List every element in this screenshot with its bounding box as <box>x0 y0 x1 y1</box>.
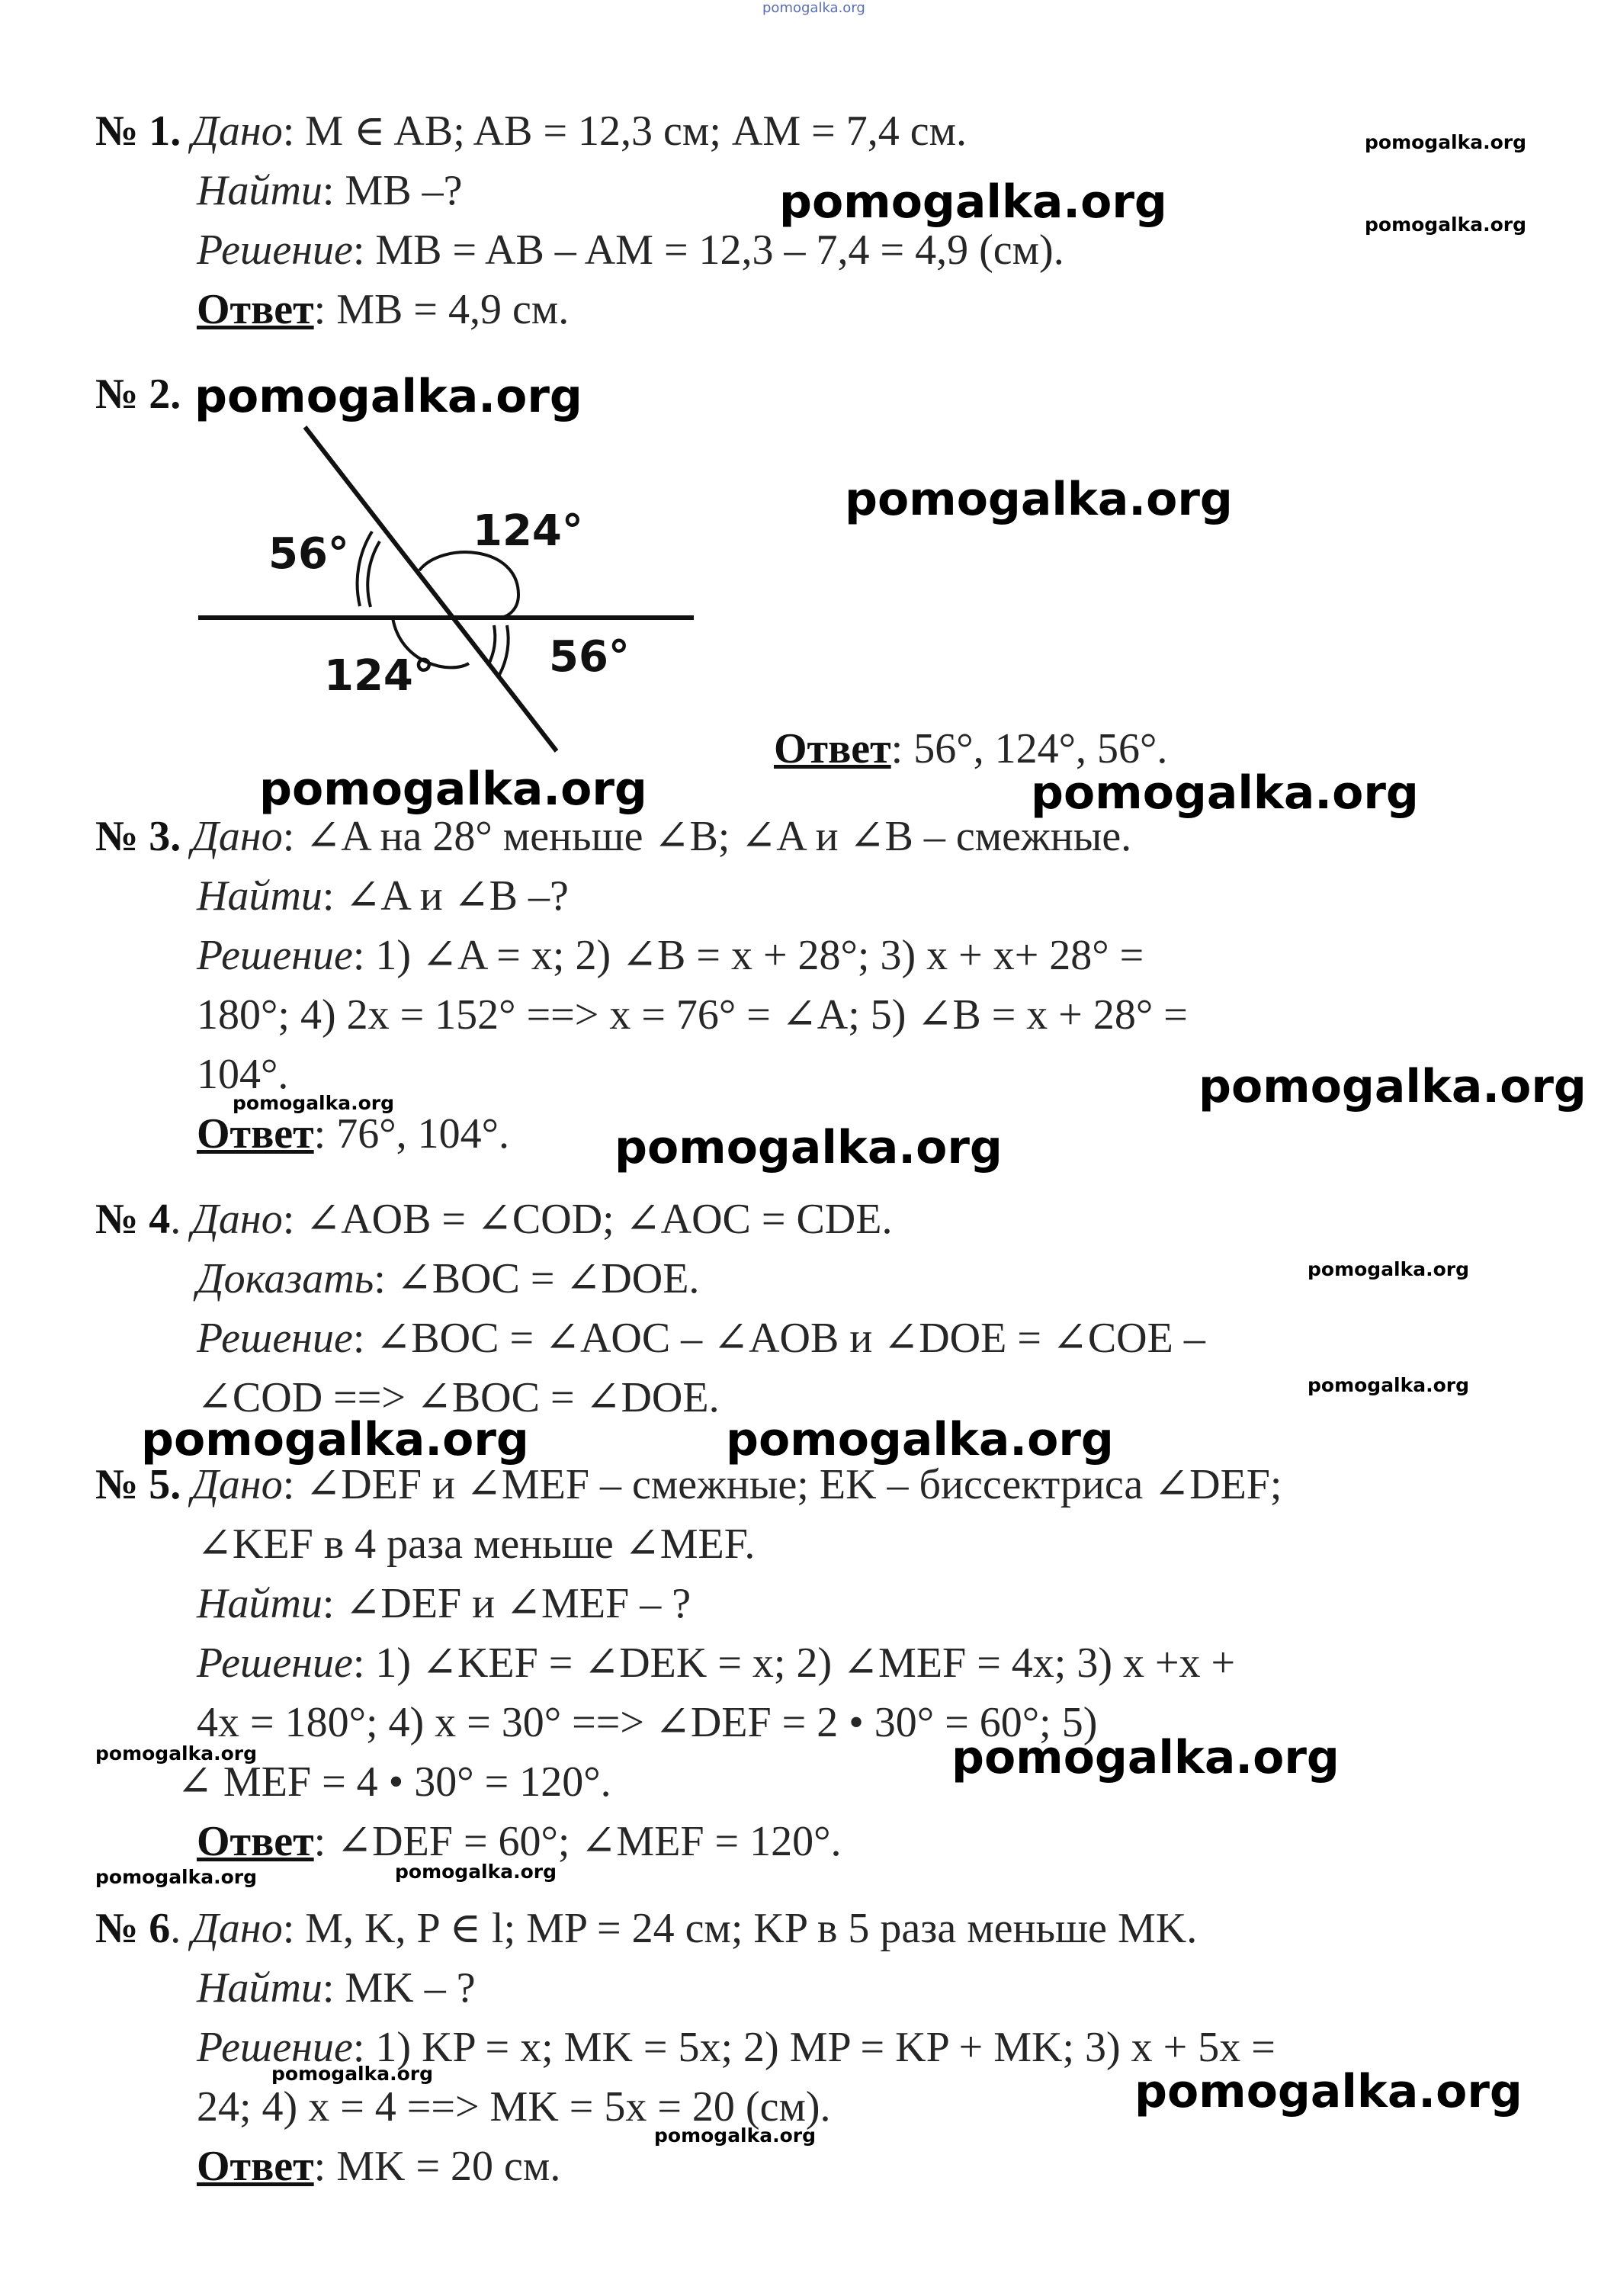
p3-answer: 76°, 104°. <box>326 1110 510 1158</box>
p1-find-line: Найти: MB –? <box>197 167 463 214</box>
p4-prove: ∠BOC = ∠DOE. <box>385 1255 700 1302</box>
watermark: pomogalka.org <box>779 175 1167 229</box>
p5-answer-line: Ответ: ∠DEF = 60°; ∠MEF = 120°. <box>197 1818 842 1865</box>
arc-top-right <box>419 552 518 618</box>
label-dano: Дано <box>191 1196 283 1243</box>
label-otvet: Ответ <box>774 725 891 772</box>
problem-number: № 2. <box>95 371 181 418</box>
problem-number: № 6 <box>95 1905 171 1952</box>
watermark: pomogalka.org <box>95 1742 258 1765</box>
problem-number: № 4 <box>95 1196 171 1243</box>
label-otvet: Ответ <box>197 2143 314 2190</box>
watermark: pomogalka.org <box>141 1413 529 1466</box>
watermark: pomogalka.org <box>654 2124 817 2147</box>
p1-solution-line: Решение: MB = AB – AM = 12,3 – 7,4 = 4,9 (см). <box>197 226 1064 274</box>
p5-given-line-1: № 5. Дано: ∠DEF и ∠MEF – смежные; EK – биссектриса ∠DEF; <box>95 1461 1282 1508</box>
watermark: pomogalka.org <box>1134 2065 1523 2118</box>
watermark: pomogalka.org <box>1365 214 1527 236</box>
label-dano: Дано <box>191 108 283 155</box>
p3-solution-line-2: 180°; 4) 2x = 152° ==> x = 76° = ∠A; 5) ∠B = x + 28° = <box>197 991 1188 1039</box>
p6-answer-line: Ответ: MK = 20 см. <box>197 2143 561 2190</box>
p1-answer: MB = 4,9 см. <box>326 286 570 333</box>
p5-find: ∠DEF и ∠MEF – ? <box>334 1580 691 1627</box>
watermark: pomogalka.org <box>1308 1374 1470 1396</box>
watermark: pomogalka.org <box>614 1121 1003 1174</box>
label-otvet: Ответ <box>197 1110 314 1158</box>
problem-number: № 3. <box>95 813 181 860</box>
label-nayti: Найти <box>197 1580 322 1627</box>
p2-answer: 56°, 124°, 56°. <box>903 725 1168 772</box>
p4-given: ∠AOB = ∠COD; ∠AOC = CDE. <box>294 1196 893 1243</box>
p2-answer-line: Ответ: 56°, 124°, 56°. <box>774 725 1168 772</box>
p5-solution-line-3: ∠ MEF = 4 • 30° = 120°. <box>177 1758 611 1806</box>
label-nayti: Найти <box>197 872 322 920</box>
p5-given-1: ∠DEF и ∠MEF – смежные; EK – биссектриса ∠DEF; <box>294 1461 1282 1508</box>
angle-label-bottom-right: 56° <box>549 632 630 682</box>
watermark: pomogalka.org <box>845 473 1233 526</box>
angles-figure <box>198 412 701 763</box>
p3-solution-1: 1) ∠A = x; 2) ∠B = x + 28°; 3) x + x+ 28° = <box>364 932 1144 979</box>
watermark: pomogalka.org <box>233 1092 395 1114</box>
label-reshenie: Решение <box>197 2024 353 2071</box>
p6-find-line: Найти: MK – ? <box>197 1964 476 2012</box>
p6-solution-1: 1) KP = x; MK = 5x; 2) MP = KP + MK; 3) x + 5x = <box>364 2024 1275 2071</box>
p3-find-line: Найти: ∠A и ∠B –? <box>197 872 569 920</box>
label-nayti: Найти <box>197 1964 322 2012</box>
watermark: pomogalka.org <box>1031 766 1419 820</box>
label-nayti: Найти <box>197 167 322 214</box>
watermark: pomogalka.org <box>951 1731 1340 1784</box>
label-otvet: Ответ <box>197 286 314 333</box>
p4-given-line: № 4. Дано: ∠AOB = ∠COD; ∠AOC = CDE. <box>95 1196 893 1243</box>
watermark: pomogalka.org <box>1198 1060 1587 1113</box>
watermark: pomogalka.org <box>726 1413 1114 1466</box>
p4-solution-line-2: ∠COD ==> ∠BOC = ∠DOE. <box>197 1374 720 1421</box>
p5-solution-line-1: Решение: 1) ∠KEF = ∠DEK = x; 2) ∠MEF = 4x; 3) x +x + <box>197 1639 1236 1687</box>
watermark: pomogalka.org <box>271 2063 434 2085</box>
p3-solution-line-3: 104°. <box>197 1051 289 1098</box>
problem-number: № 5. <box>95 1461 181 1508</box>
p3-solution-line-1: Решение: 1) ∠A = x; 2) ∠B = x + 28°; 3) x + x+ 28° = <box>197 932 1144 979</box>
p5-solution-1: 1) ∠KEF = ∠DEK = x; 2) ∠MEF = 4x; 3) x +x + <box>364 1639 1236 1687</box>
label-otvet: Ответ <box>197 1818 314 1865</box>
p5-given-line-2: ∠KEF в 4 раза меньше ∠MEF. <box>197 1520 756 1568</box>
label-reshenie: Решение <box>197 1315 353 1362</box>
p4-prove-line: Доказать: ∠BOC = ∠DOE. <box>197 1255 700 1302</box>
angle-label-top-left: 56° <box>268 529 349 579</box>
watermark: pomogalka.org <box>1365 131 1527 153</box>
watermark: pomogalka.org <box>194 370 582 423</box>
problem-number: № 1. <box>95 108 181 155</box>
label-reshenie: Решение <box>197 1639 353 1687</box>
arc-bottom-right-inner <box>488 625 495 666</box>
label-dokazat: Доказать <box>197 1255 374 1302</box>
top-watermark: pomogalka.org <box>762 0 865 16</box>
p1-given: M ∈ AB; AB = 12,3 см; AM = 7,4 см. <box>294 108 967 155</box>
angle-label-bottom-left: 124° <box>324 651 435 701</box>
p6-given-line: № 6. Дано: M, K, P ∈ l; MP = 24 см; KP в 5 раза меньше MK. <box>95 1905 1198 1952</box>
label-dano: Дано <box>191 1905 283 1952</box>
p2-number-line <box>95 370 181 419</box>
watermark: pomogalka.org <box>259 763 647 816</box>
p1-solution: MB = AB – AM = 12,3 – 7,4 = 4,9 (см). <box>364 226 1064 274</box>
watermark: pomogalka.org <box>395 1861 557 1883</box>
p4-solution-line-1: Решение: ∠BOC = ∠AOC – ∠AOB и ∠DOE = ∠COE – <box>197 1315 1205 1362</box>
watermark: pomogalka.org <box>95 1866 258 1888</box>
p3-given: ∠A на 28° меньше ∠B; ∠A и ∠B – смежные. <box>294 813 1132 860</box>
watermark: pomogalka.org <box>1308 1258 1470 1280</box>
p3-find: ∠A и ∠B –? <box>334 872 569 920</box>
p6-solution-line-2: 24; 4) x = 4 ==> MK = 5x = 20 (см). <box>197 2083 831 2131</box>
p4-solution-1: ∠BOC = ∠AOC – ∠AOB и ∠DOE = ∠COE – <box>364 1315 1205 1362</box>
label-dano: Дано <box>191 1461 283 1508</box>
p3-answer-line: Ответ: 76°, 104°. <box>197 1110 510 1158</box>
label-reshenie: Решение <box>197 932 353 979</box>
p5-find-line: Найти: ∠DEF и ∠MEF – ? <box>197 1580 691 1627</box>
p3-given-line: № 3. Дано: ∠A на 28° меньше ∠B; ∠A и ∠B – смежные. <box>95 813 1132 860</box>
p1-find: MB –? <box>334 167 463 214</box>
p6-solution-line-1: Решение: 1) KP = x; MK = 5x; 2) MP = KP + MK; 3) x + 5x = <box>197 2024 1275 2071</box>
arc-bottom-right-outer <box>499 625 509 675</box>
p6-given: M, K, P ∈ l; MP = 24 см; KP в 5 раза меньше MK. <box>294 1905 1198 1952</box>
p6-answer: MK = 20 см. <box>326 2143 561 2190</box>
p5-solution-line-2: 4x = 180°; 4) x = 30° ==> ∠DEF = 2 • 30° = 60°; 5) <box>197 1699 1098 1746</box>
label-reshenie: Решение <box>197 226 353 274</box>
arc-top-left-inner <box>367 541 380 607</box>
p1-answer-line: Ответ: MB = 4,9 см. <box>197 286 570 333</box>
p5-answer: ∠DEF = 60°; ∠MEF = 120°. <box>326 1818 842 1865</box>
p1-given-line: № 1. Дано: M ∈ AB; AB = 12,3 см; AM = 7,4 см. <box>95 108 967 155</box>
label-dano: Дано <box>191 813 283 860</box>
p6-find: MK – ? <box>334 1964 476 2012</box>
angle-label-top-right: 124° <box>473 506 583 556</box>
